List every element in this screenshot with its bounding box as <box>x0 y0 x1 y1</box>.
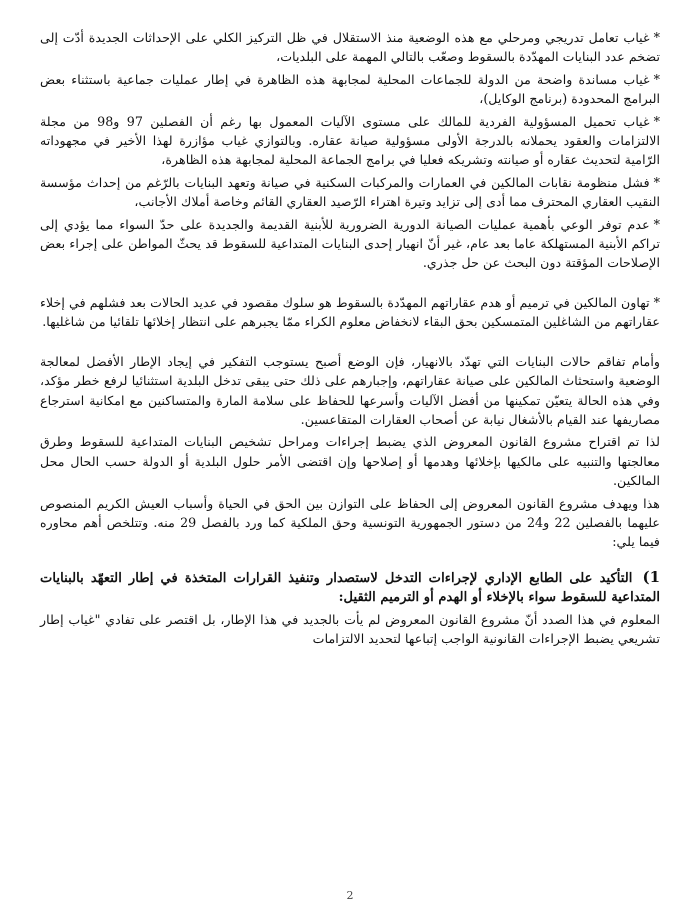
bullet-text: غياب تحميل المسؤولية الفردية للمالك على مستوى الآليات المعمول بها رغم أن الفصلين 97 و98 من مجلة الالتزامات والعقود يحملانه بالدرجة الأولى مسؤولية صيانة عقاره. وبالتوازي غياب مؤازرة لهذا الأخير في مجهوداته الرّامية لتحديث عقاره أو صيانته وتشريكه فعليا في برامج الجماعة المحلية لمجابهة هذه الظاهرة، <box>40 113 660 168</box>
bullet-item <box>40 173 660 212</box>
bullet-mark: * <box>653 294 660 310</box>
body-paragraph: وأمام تفاقم حالات البنايات التي تهدّد بالانهيار، فإن الوضع أصبح يستوجب التفكير في إيجاد الإطار الأفضل لمعالجة الوضعية واستحثاث المالكين على صيانة عقاراتهم، وإجبارهم على ذلك حتى يبقى تدخل البلدية استثنائيا لرفع خطر مؤكد، وفي هذه الحالة يتعيّن تمكينها من أفضل الآليات وأسرعها للحفاظ على سلامة المارة والمتساكنين مع امكانية استرجاع مصاريفها عند القيام بالأشغال نيابة عن أصحاب العقارات المتقاعسين. <box>40 353 660 427</box>
bullet-mark: * <box>653 71 660 87</box>
bullet-mark: * <box>653 174 660 190</box>
section-body: المعلوم في هذا الصدد أنّ مشروع القانون المعروض لم يأت بالجديد في هذا الإطار، بل اقتصر على تفادي "غياب إطار تشريعي يضبط الإجراءات القانونية الواجب إتباعها لتحديد الالتزامات <box>40 611 660 646</box>
body-paragraph: لذا تم اقتراح مشروع القانون المعروض الذي يضبط إجراءات ومراحل تشخيص البنايات المتداعية للسقوط وطرق معالجتها والتنبيه على مالكيها بإخلائها وهدمها أو إصلاحها وإن اقتضى الأمر حلول البلدية أو الدولة حسب الحال محل المالكين. <box>40 434 660 489</box>
bullet-mark: * <box>653 30 660 45</box>
section-heading <box>40 568 660 608</box>
bullet-text: تهاون المالكين في ترميم أو هدم عقاراتهم المهدّدة بالسقوط هو سلوك مقصود في عديد الحالات بعد فشلهم في إخلاء عقاراتهم من الشاغلين المتمسكين بحق البقاء لانخفاض معلوم الكراء ممّا يجبرهم على انتظار إخلائها تلقائيا من شاغليها. <box>40 294 660 330</box>
bullet-mark: * <box>653 113 660 129</box>
section-title: التأكيد على الطابع الإداري لإجراءات التدخل لاستصدار وتنفيذ القرارات المتخذة في إطار التعهّد بالبنايات المتداعية للسقوط سواء بالإخلاء أو الهدم أو الترميم الثقيل: <box>40 570 660 606</box>
page-number: 2 <box>346 889 354 902</box>
bullet-item <box>40 70 660 109</box>
bullet-item <box>40 215 660 273</box>
body-paragraph: هذا ويهدف مشروع القانون المعروض إلى الحفاظ على التوازن بين الحق في الحياة وأسباب العيش الكريم المنصوص عليهما بالفصلين 22 و24 من دستور الجمهورية التونسية وحق الملكية كما ورد بالفصل 29 منه. وتتلخص أهم محاوره فيما يلي: <box>40 495 660 550</box>
bullet-item <box>40 112 660 170</box>
bullet-item <box>40 293 660 332</box>
bullet-mark: * <box>653 216 660 232</box>
bullet-text: عدم توفر الوعي بأهمية عمليات الصيانة الدورية الضرورية للأبنية القديمة والجديدة على حدّ السواء مما يؤدي إلى تراكم الأبنية المستهلكة عاما بعد عام، غير أنّ انهيار إحدى البنايات المتداعية للسقوط قد يحثّ المواطن على إجراء بعض الإصلاحات المؤقتة دون البحث عن حل جذري. <box>40 216 660 271</box>
bullet-text: فشل منظومة نقابات المالكين في العمارات والمركبات السكنية في صيانة وتعهد البنايات بالرّغم من إحداث مؤسسة النقيب العقاري المحترف مما أدى إلى تزايد وتيرة اهتراء الرّصيد العقاري القائم وخاصة أملاك الأجانب، <box>40 174 660 210</box>
bullet-text: غياب تعامل تدريجي ومرحلي مع هذه الوضعية منذ الاستقلال في ظل التركيز الكلي على الإحداثات الجديدة أدّت إلى تضخم عدد البنايات المهدّدة بالسقوط وصعّب بالتالي المهمة على البلديات، <box>40 30 660 65</box>
section-number: 1) <box>642 567 660 586</box>
bullet-text: غياب مساندة واضحة من الدولة للجماعات المحلية لمجابهة هذه الظاهرة في إطار عمليات جماعية باستثناء بعض البرامج المحدودة (برنامج الوكايل)، <box>40 71 660 107</box>
bullet-item <box>40 28 660 67</box>
